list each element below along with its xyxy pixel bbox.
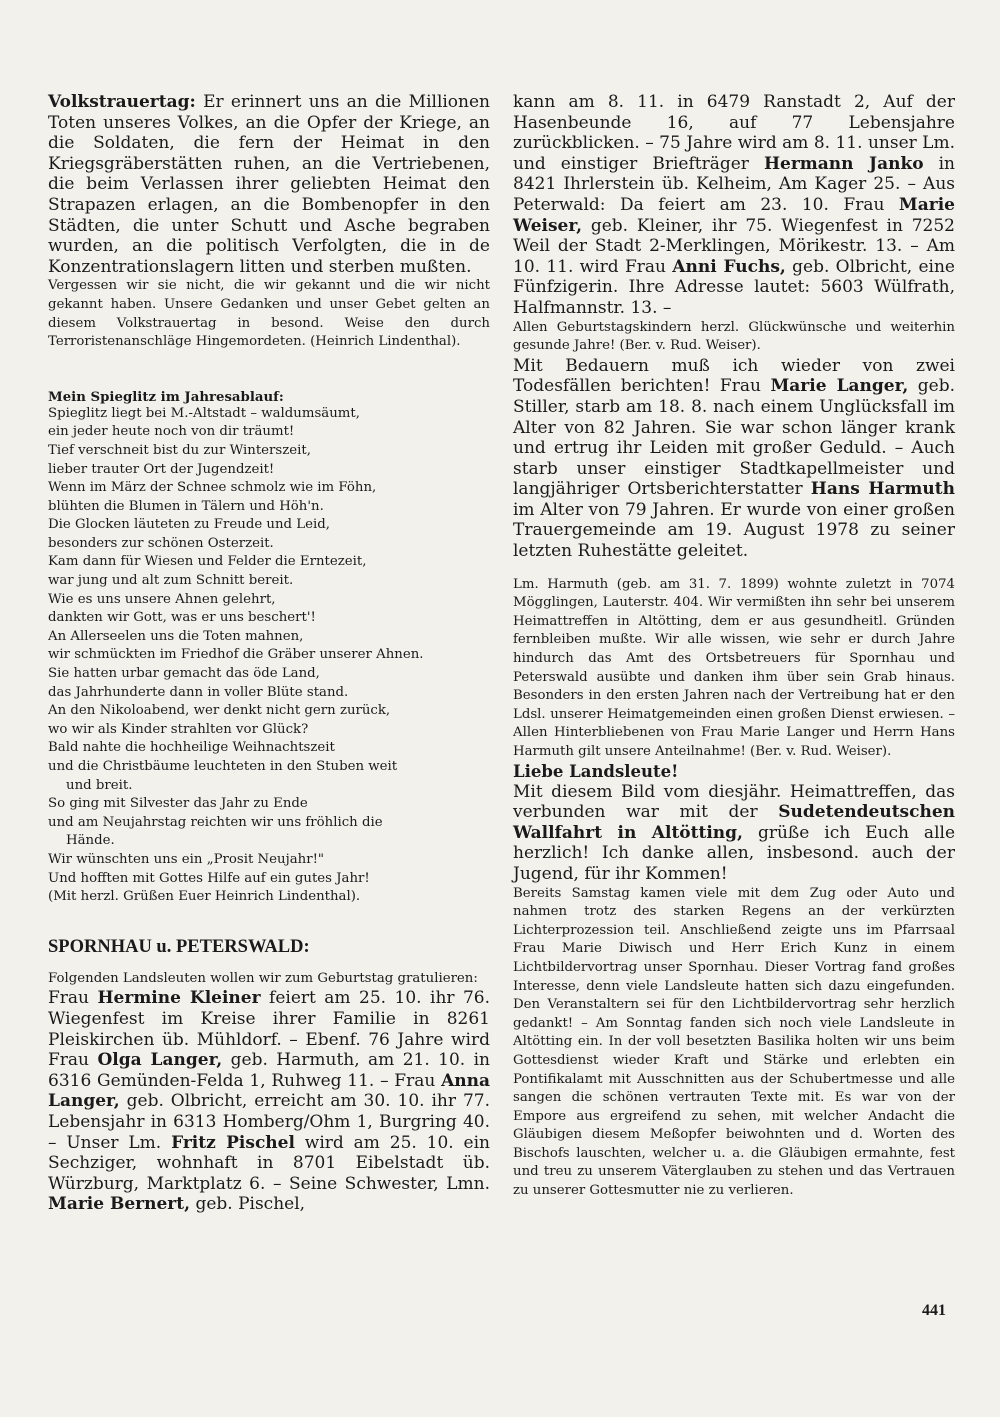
text-run: geb. Stiller, starb am 18. 8. nach einem Unglücksfall im Alter von 82 Jahren. Sie war schon länger krank und ertrug ihr Leiden mit großer Geduld. – Auch starb unser einstiger Stadtkapellmeister und langjähriger Ortsberichterstatter	[513, 376, 956, 500]
greeting-paragraph	[513, 782, 955, 885]
poem-line: An Allerseelen uns die Toten mahnen,	[48, 628, 304, 644]
person-name: Anni Fuchs,	[672, 256, 786, 277]
poem	[48, 405, 490, 907]
left-column	[48, 92, 490, 1215]
spornhau-birthdays	[48, 988, 490, 1215]
spornhau-intro: Folgenden Landsleuten wollen wir zum Geburtstag gratulieren:	[48, 970, 478, 986]
text-run: im Alter von 79 Jahren. Er wurde von einer großen Trauergemeinde am 19. August 1978 zu seiner letzten Ruhestätte geleitet.	[513, 499, 955, 562]
poem-line: Spieglitz liegt bei M.-Altstadt – waldumsäumt,	[48, 405, 360, 421]
text-run: grüße ich Euch alle herzlich! Ich danke allen, insbesond. auch der Jugend, für ihr Kommen!	[513, 822, 956, 884]
pilgrimage-report: Bereits Samstag kamen viele mit dem Zug oder Auto und nahmen trotz des starken Regens an der verkürzten Lichterprozession teil. Anschließend zeigte uns im Pfarrsaal Frau Marie Diwisch und Herr Erich Kunz in einem Lichtbildervortrag unser Spornhau. Dieser Vortrag fand großes Interesse, denn viele Landsleute hatten sich dazu eingefunden. Den Veranstaltern sei für den Lichtbildervortrag sehr herzlich gedankt! – Am Sonntag fanden sich noch viele Landsleute in Altötting ein. In der voll besetzten Basilika holten wir uns beim Gottesdienst wieder Kraft und Stärke und erlebten ein Pontifikalamt mit Ausschnitten aus der Schubertmesse und alle sangen die schönen vertrauten Texte mit. Es war von der Empore aus ergreifend zu sehen, mit welcher Andacht die Gläubigen diesem Meßopfer beiwohnten und d. Worten des Bischofs lauschten, welcher u. a. die Gläubigen ermahnte, fest und treu zu unserem Väterglauben zu stehen und das Vertrauen zu unserer Gottesmutter nie zu verlieren.	[513, 885, 955, 1199]
person-name: Marie Weiser,	[513, 194, 955, 236]
poem-line: und die Christbäume leuchteten in den Stuben weit	[48, 759, 398, 774]
poem-line: wir schmückten im Friedhof die Gräber unserer Ahnen.	[48, 647, 424, 663]
poem-line: und am Neujahrstag reichten wir uns fröhlich die	[48, 814, 383, 830]
poem-line: (Mit herzl. Grüßen Euer Heinrich Lindenthal).	[48, 889, 361, 905]
poem-line: wo wir als Kinder strahlten vor Glück?	[48, 721, 309, 737]
text-run: geb. Harmuth, am 21. 10. in 6316 Gemünden-Felda 1, Ruhweg 11. – Frau	[48, 1050, 490, 1091]
volkstrauertag-paragraph	[48, 92, 490, 277]
text-run: geb. Kleiner, ihr 75. Wiegenfest in 7252 Weil der Stadt 2-Merklingen, Mörikestr. 13. – Am 10. 11. wird Frau	[513, 215, 955, 277]
poem-line: war jung und alt zum Schnitt bereit.	[48, 573, 294, 589]
person-name: Hans Harmuth	[810, 479, 955, 500]
poem-line: Und hofften mit Gottes Hilfe auf ein gutes Jahr!	[48, 870, 370, 886]
text-run: in 8421 Ihrlerstein üb. Kelheim, Am Kager 25. – Aus Peterwald: Da feiert am 23. 10. Frau	[513, 153, 956, 215]
poem-line: das Jahrhunderte dann in voller Blüte stand.	[48, 684, 349, 700]
text-run: kann am 8. 11. in 6479 Ranstadt 2, Auf der Hasenbeunde 16, auf 77 Lebensjahre zurückblicken. – 75 Jahre wird am 8. 11. unser Lm. und einstiger Briefträger	[513, 92, 955, 174]
person-name: Hermann Janko	[763, 153, 924, 174]
person-name: Fritz Pischel	[171, 1132, 295, 1153]
text-run: geb. Olbricht, eine Fünfzigerin. Ihre Adresse lautet: 5603 Wülfrath, Halfmannstr. 13. –	[513, 256, 955, 318]
poem-line: Sie hatten urbar gemacht das öde Land,	[48, 666, 320, 682]
text-run: feiert am 25. 10. ihr 76. Wiegenfest im Kreise ihrer Familie in 8261 Pleiskirchen üb. Mühldorf. – Ebenf. 76 Jahre wird Frau	[48, 988, 491, 1071]
poem-line: und breit.	[66, 777, 133, 793]
birthdays-continued	[513, 92, 955, 319]
section-heading-spornhau: SPORNHAU u. PETERSWALD:	[48, 936, 310, 957]
poem-line: blühten die Blumen in Tälern und Höh'n.	[48, 498, 324, 514]
poem-line: An den Nikoloabend, wer denkt nicht gern zurück,	[48, 703, 391, 719]
page-number: 441	[922, 1302, 946, 1319]
text-run: Frau	[48, 988, 90, 1009]
poem-line: Wenn im März der Schnee schmolz wie im Föhn,	[48, 480, 377, 496]
poem-line: Wie es uns unsere Ahnen gelehrt,	[48, 591, 276, 607]
person-name: Hermine Kleiner	[97, 988, 261, 1009]
poem-line: Tief verschneit bist du zur Winterszeit,	[48, 442, 311, 458]
poem-line: So ging mit Silvester das Jahr zu Ende	[48, 796, 308, 812]
person-name: Olga Langer,	[97, 1050, 223, 1071]
greeting-heading: Liebe Landsleute!	[513, 761, 679, 781]
volkstrauertag-text: Er erinnert uns an die Millionen Toten unseres Volkes, an die Opfer der Kriege, an die Soldaten, die fern der Heimat in den Kriegsgräberstätten ruhen, an die Vertriebenen, die beim Verlassen ihrer geliebten Heimat den Strapazen erlagen, an die Bombenopfer in den Städten, die unter Schutt und Asche begraben wurden, an die politisch Verfolgten, die in de Konzentrationslagern litten und sterben mußten.	[48, 92, 491, 277]
volkstrauertag-title: Volkstrauertag:	[48, 92, 196, 112]
harmuth-note: Lm. Harmuth (geb. am 31. 7. 1899) wohnte zuletzt in 7074 Mögglingen, Lauterstr. 404. Wir vermißten ihn sehr bei unserem Heimattreffen in Altötting, dem er aus gesundheitl. Gründen fernbleiben mußte. Wir alle wissen, wie sehr er durch Jahre hindurch das Amt des Ortsbetreuers für Spornhau und Peterswald ausübte und danken ihm über sein Grab hinaus. Besonders in den ersten Jahren nach der Vertreibung hat er den Ldsl. unserer Heimatgemeinden einen großen Dienst erwiesen. – Allen Hinterbliebenen von Frau Marie Langer und Herrn Hans Harmuth gilt unsere Anteilnahme! (Ber. v. Rud. Weiser).	[513, 576, 955, 759]
text-run: Mit Bedauern muß ich wieder von zwei Todesfällen berichten! Frau	[513, 355, 955, 397]
poem-line: Hände.	[66, 833, 115, 849]
poem-line: besonders zur schönen Osterzeit.	[48, 535, 274, 551]
poem-line: dankten wir Gott, was er uns beschert'!	[48, 610, 316, 626]
right-column	[513, 92, 955, 1201]
volkstrauertag-note: Vergessen wir sie nicht, die wir gekannt und die wir nicht gekannt haben. Unsere Gedanken und unser Gebet gelten an diesem Volkstrauertag in besond. Weise den durch Terroristenanschläge Hingemordeten. (Heinrich Lindenthal).	[48, 278, 490, 350]
poem-line: ein jeder heute noch von dir träumt!	[48, 424, 295, 440]
poem-line: lieber trauter Ort der Jugendzeit!	[48, 461, 275, 477]
poem-line: Bald nahte die hochheilige Weihnachtszeit	[48, 740, 335, 756]
birthday-wishes: Allen Geburtstagskindern herzl. Glückwünsche und weiterhin gesunde Jahre! (Ber. v. Rud. Weiser).	[513, 319, 955, 354]
poem-line: Wir wünschten uns ein „Prosit Neujahr!"	[48, 851, 325, 867]
person-name: Marie Langer,	[770, 376, 909, 397]
text-run: geb. Pischel,	[195, 1194, 306, 1215]
text-run: geb. Olbricht, erreicht am 30. 10. ihr 77. Lebensjahr in 6313 Homberg/Ohm 1, Burgring 40. – Unser Lm.	[48, 1091, 490, 1153]
poem-title: Mein Spieglitz im Jahresablauf:	[48, 389, 284, 405]
person-name: Anna Langer,	[48, 1070, 490, 1112]
text-run: Mit diesem Bild vom diesjähr. Heimattreffen, das verbunden war mit der	[513, 781, 955, 823]
poem-line: Kam dann für Wiesen und Felder die Erntezeit,	[48, 554, 367, 570]
poem-line: Die Glocken läuteten zu Freude und Leid,	[48, 517, 330, 533]
text-run: wird am 25. 10. ein Sechziger, wohnhaft in 8701 Eibelstadt üb. Würzburg, Marktplatz 6. – Seine Schwester, Lmn.	[48, 1132, 490, 1194]
event-name: Sudetendeutschen Wallfahrt in Altötting,	[513, 802, 956, 843]
obituary-paragraph	[513, 356, 955, 562]
person-name: Marie Bernert,	[48, 1194, 191, 1215]
